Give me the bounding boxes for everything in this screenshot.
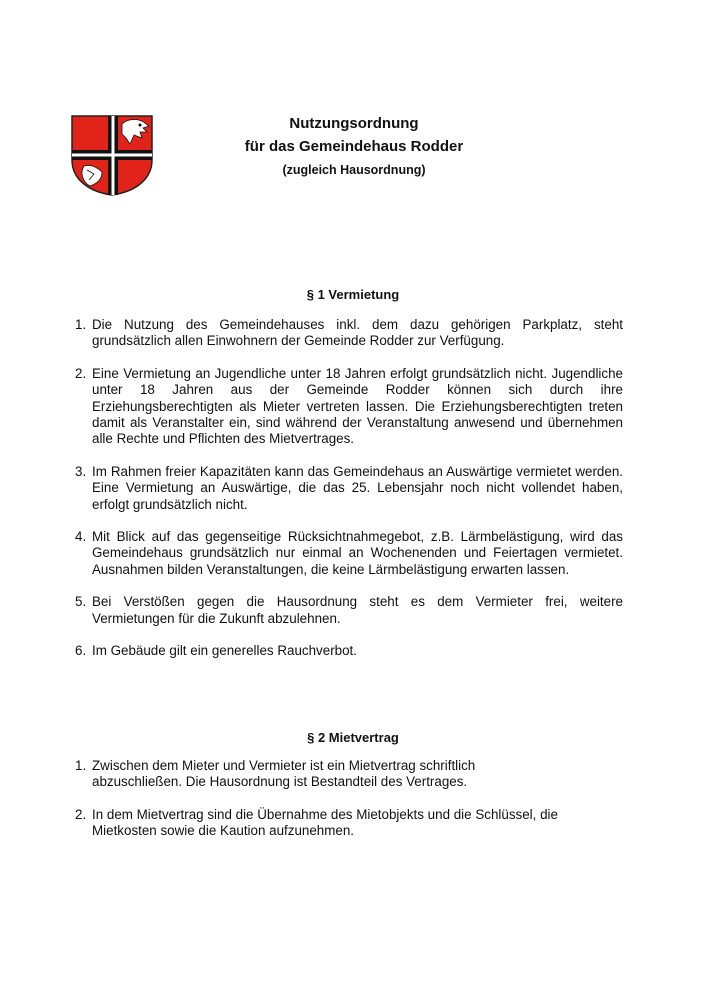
item-number: 1.	[75, 758, 87, 773]
item-text: Zwischen dem Mieter und Vermieter ist ein Mietvertrag schriftlich abzuschließen. Die Hausordnung ist Bestandteil des Vertrages.	[92, 758, 476, 790]
item-text: Die Nutzung des Gemeindehauses inkl. dem dazu gehörigen Parkplatz, steht grundsätzlich allen Einwohnern der Gemeinde Rodder zur Verfügung.	[92, 317, 623, 349]
item-text: Mit Blick auf das gegenseitige Rücksichtnahmegebot, z.B. Lärmbelästigung, wird das Gemeindehaus grundsätzlich nur einmal an Wochenenden und Feiertagen vermietet. Ausnahmen bilden Veranstaltungen, die keine Lärmbelästigung erwarten lassen.	[92, 529, 623, 577]
list-item	[0, 758, 532, 791]
item-number: 3.	[75, 463, 87, 479]
item-text: Eine Vermietung an Jugendliche unter 18 Jahren erfolgt grundsätzlich nicht. Jugendliche unter 18 Jahren aus der Gemeinde Rodder können sich durch ihre Erziehungsberechtigten als Mieter vertreten lassen. Die Erziehungsberechtigten treten damit als Veranstalter ein, sind während der Veranstaltung anwesend und übernehmen alle Rechte und Pflichten des Mietvertrages.	[92, 365, 623, 447]
item-text: Bei Verstößen gegen die Hausordnung steht es dem Vermieter frei, weitere Vermietungen für die Zukunft abzulehnen.	[92, 594, 623, 626]
document-title: Nutzungsordnung	[289, 115, 419, 132]
item-text: In dem Mietvertrag sind die Übernahme des Mietobjekts und die Schlüssel, die Mietkosten sowie die Kaution aufzunehmen.	[92, 806, 558, 839]
item-number: 6.	[75, 643, 87, 659]
section-mietvertrag-list	[0, 758, 592, 840]
list-item	[0, 366, 623, 448]
item-number: 4.	[75, 529, 87, 545]
list-item	[0, 317, 623, 350]
list-item	[0, 529, 623, 578]
document-note: (zugleich Hausordnung)	[282, 163, 426, 177]
list-item	[0, 594, 623, 627]
item-number: 2.	[75, 806, 87, 822]
document-subtitle: für das Gemeindehaus Rodder	[244, 138, 464, 155]
item-number: 1.	[75, 317, 87, 332]
item-number: 5.	[75, 594, 87, 610]
item-text: Im Rahmen freier Kapazitäten kann das Gemeindehaus an Auswärtige vermietet werden. Eine Vermietung an Auswärtige, die das 25. Lebensjahr noch nicht vollendet haben, erfolgt grundsätzlich nicht.	[92, 463, 623, 512]
document-header	[200, 113, 508, 181]
list-item	[0, 464, 623, 513]
coat-of-arms-icon	[70, 114, 154, 196]
item-number: 2.	[75, 365, 87, 381]
section-vermietung-list	[0, 317, 623, 660]
section-heading-mietvertrag: § 2 Mietvertrag	[307, 730, 399, 745]
section-heading-vermietung: § 1 Vermietung	[306, 287, 400, 302]
list-item	[0, 807, 592, 840]
item-text: Im Gebäude gilt ein generelles Rauchverbot.	[92, 643, 357, 659]
list-item	[0, 643, 623, 659]
